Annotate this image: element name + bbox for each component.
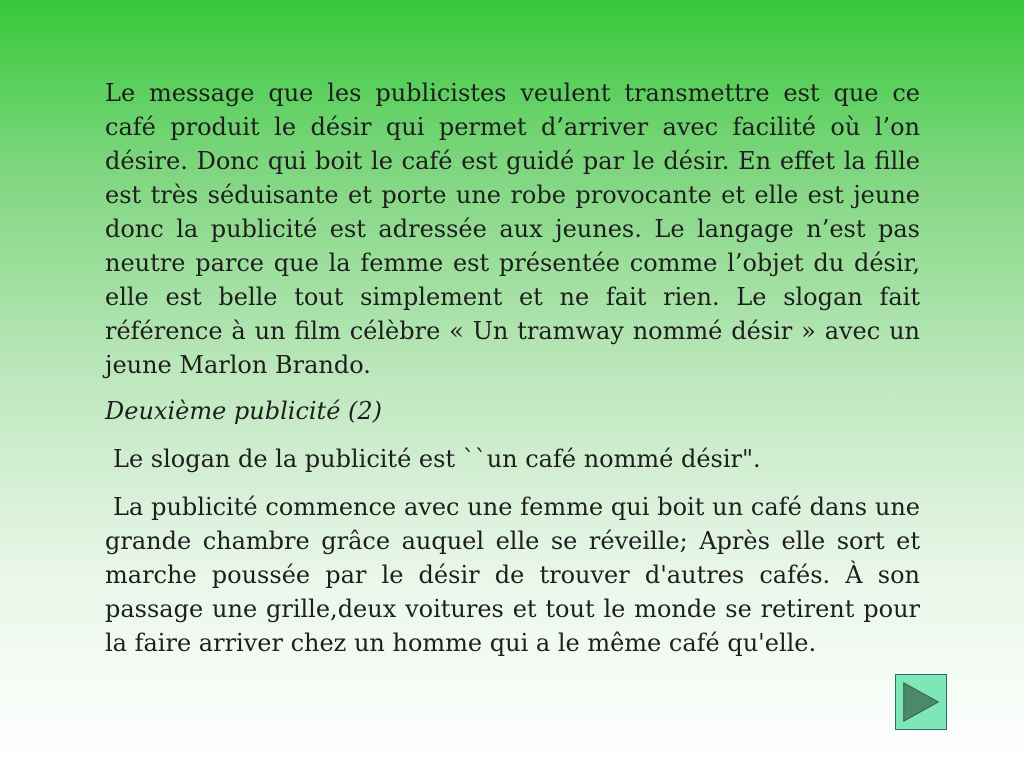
play-triangle-icon [896, 675, 946, 729]
section-heading: Deuxième publicité (2) [105, 397, 383, 425]
slogan-line: Le slogan de la publicité est ``un café nommé désir". [113, 445, 761, 473]
next-slide-button[interactable] [895, 674, 947, 730]
paragraph-analysis: Le message que les publicistes veulent transmettre est que ce café produit le désir qui permet d’arriver avec facilité où l’on désire. Donc qui boit le café est guidé par le désir. En effet la fille est très séduisante et porte une robe provocante et elle est jeune donc la publicité est adressée aux jeunes. Le langage n’est pas neutre parce que la femme est présentée comme l’objet du désir, elle est belle tout simplement et ne fait rien. Le slogan fait référence à un film célèbre « Un tramway nommé désir » avec un jeune Marlon Brando. [105, 79, 920, 379]
paragraph-description: La publicité commence avec une femme qui boit un café dans une grande chambre grâce auquel elle se réveille; Après elle sort et marche poussée par le désir de trouver d'autres cafés. À son passage une grille,deux voitures et tout le monde se retirent pour la faire arriver chez un homme qui a le même café qu'elle. [105, 493, 920, 657]
slide-text-body [105, 76, 920, 660]
